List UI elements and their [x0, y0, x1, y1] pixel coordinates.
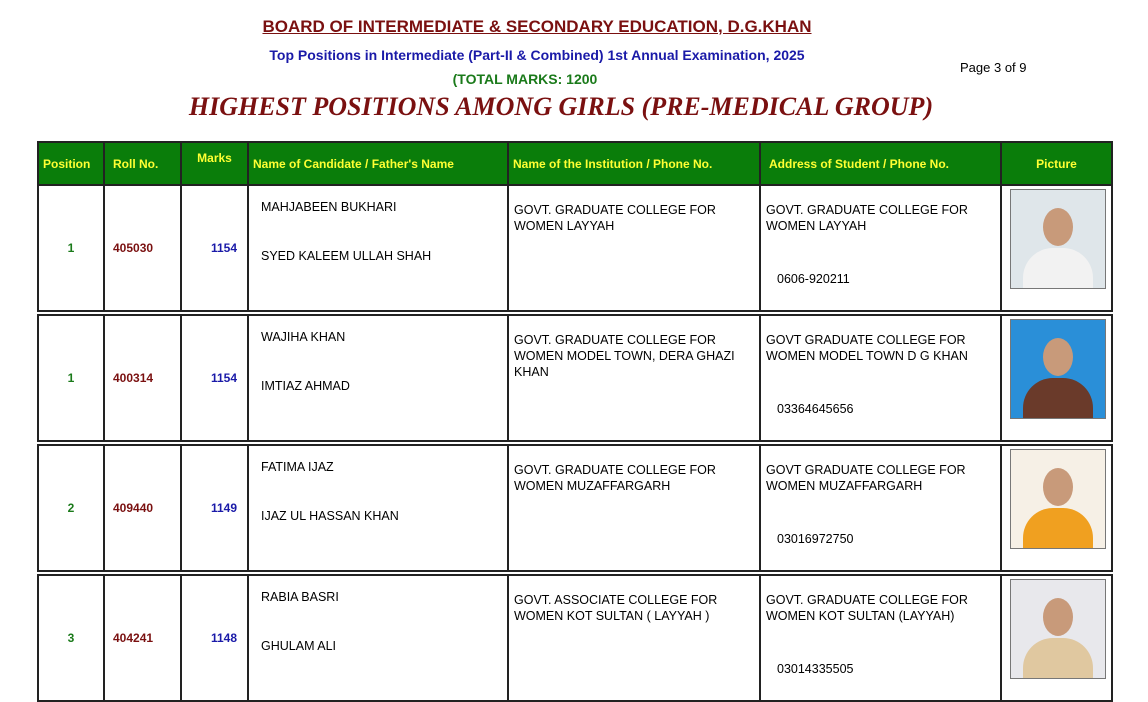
picture-cell	[1001, 575, 1112, 701]
address: GOVT GRADUATE COLLEGE FOR WOMEN MODEL TOWN D G KHAN	[766, 333, 968, 363]
phone: 0606-920211	[777, 272, 850, 286]
address-cell	[760, 185, 1001, 311]
candidate-cell	[248, 315, 508, 441]
exam-subtitle: Top Positions in Intermediate (Part-II & Combined) 1st Annual Examination, 2025	[269, 47, 805, 63]
col-institution: Name of the Institution / Phone No.	[508, 142, 760, 185]
marks: 1148	[181, 575, 248, 701]
student-photo	[1010, 449, 1106, 549]
total-marks: (TOTAL MARKS: 1200	[452, 71, 598, 87]
position: 1	[38, 185, 104, 311]
phone: 03016972750	[777, 532, 854, 546]
col-picture: Picture	[1001, 142, 1112, 185]
institution: GOVT. GRADUATE COLLEGE FOR WOMEN MODEL TOWN, DERA GHAZI KHAN	[508, 315, 760, 441]
candidate-cell	[248, 575, 508, 701]
col-address: Address of Student / Phone No.	[760, 142, 1001, 185]
candidate-name: WAJIHA KHAN	[261, 330, 346, 344]
institution: GOVT. ASSOCIATE COLLEGE FOR WOMEN KOT SULTAN ( LAYYAH )	[508, 575, 760, 701]
page-number: Page 3 of 9	[960, 60, 1027, 75]
page-heading: HIGHEST POSITIONS AMONG GIRLS (PRE-MEDICAL GROUP)	[188, 92, 934, 121]
address-cell	[760, 575, 1001, 701]
position: 2	[38, 445, 104, 571]
student-photo	[1010, 579, 1106, 679]
address: GOVT. GRADUATE COLLEGE FOR WOMEN LAYYAH	[766, 203, 968, 233]
table-row	[38, 315, 1112, 441]
col-position: Position	[38, 142, 104, 185]
phone: 03364645656	[777, 402, 854, 416]
roll-number: 405030	[104, 185, 181, 311]
student-photo	[1010, 319, 1106, 419]
candidate-name: FATIMA IJAZ	[261, 460, 334, 474]
picture-cell	[1001, 185, 1112, 311]
institution: GOVT. GRADUATE COLLEGE FOR WOMEN MUZAFFARGARH	[508, 445, 760, 571]
candidate-cell	[248, 445, 508, 571]
candidate-cell	[248, 185, 508, 311]
address-cell	[760, 315, 1001, 441]
position: 3	[38, 575, 104, 701]
col-name: Name of Candidate / Father's Name	[248, 142, 508, 185]
col-roll: Roll No.	[104, 142, 181, 185]
phone: 03014335505	[777, 662, 854, 676]
candidate-name: MAHJABEEN BUKHARI	[261, 200, 397, 214]
father-name: IJAZ UL HASSAN KHAN	[261, 509, 399, 523]
marks: 1154	[181, 315, 248, 441]
address-cell	[760, 445, 1001, 571]
board-title: BOARD OF INTERMEDIATE & SECONDARY EDUCATION, D.G.KHAN	[262, 17, 812, 36]
position: 1	[38, 315, 104, 441]
picture-cell	[1001, 445, 1112, 571]
student-photo	[1010, 189, 1106, 289]
table-row	[38, 575, 1112, 701]
marks: 1154	[181, 185, 248, 311]
roll-number: 404241	[104, 575, 181, 701]
picture-cell	[1001, 315, 1112, 441]
marks: 1149	[181, 445, 248, 571]
address: GOVT. GRADUATE COLLEGE FOR WOMEN KOT SULTAN (LAYYAH)	[766, 593, 968, 623]
father-name: SYED KALEEM ULLAH SHAH	[261, 249, 432, 263]
institution: GOVT. GRADUATE COLLEGE FOR WOMEN LAYYAH	[508, 185, 760, 311]
table-row	[38, 185, 1112, 311]
table-row	[38, 445, 1112, 571]
roll-number: 409440	[104, 445, 181, 571]
father-name: GHULAM ALI	[261, 639, 337, 653]
candidate-name: RABIA BASRI	[261, 590, 339, 604]
positions-table	[37, 141, 1113, 702]
address: GOVT GRADUATE COLLEGE FOR WOMEN MUZAFFARGARH	[766, 463, 966, 493]
col-marks: Marks	[181, 142, 248, 185]
father-name: IMTIAZ AHMAD	[261, 379, 350, 393]
roll-number: 400314	[104, 315, 181, 441]
